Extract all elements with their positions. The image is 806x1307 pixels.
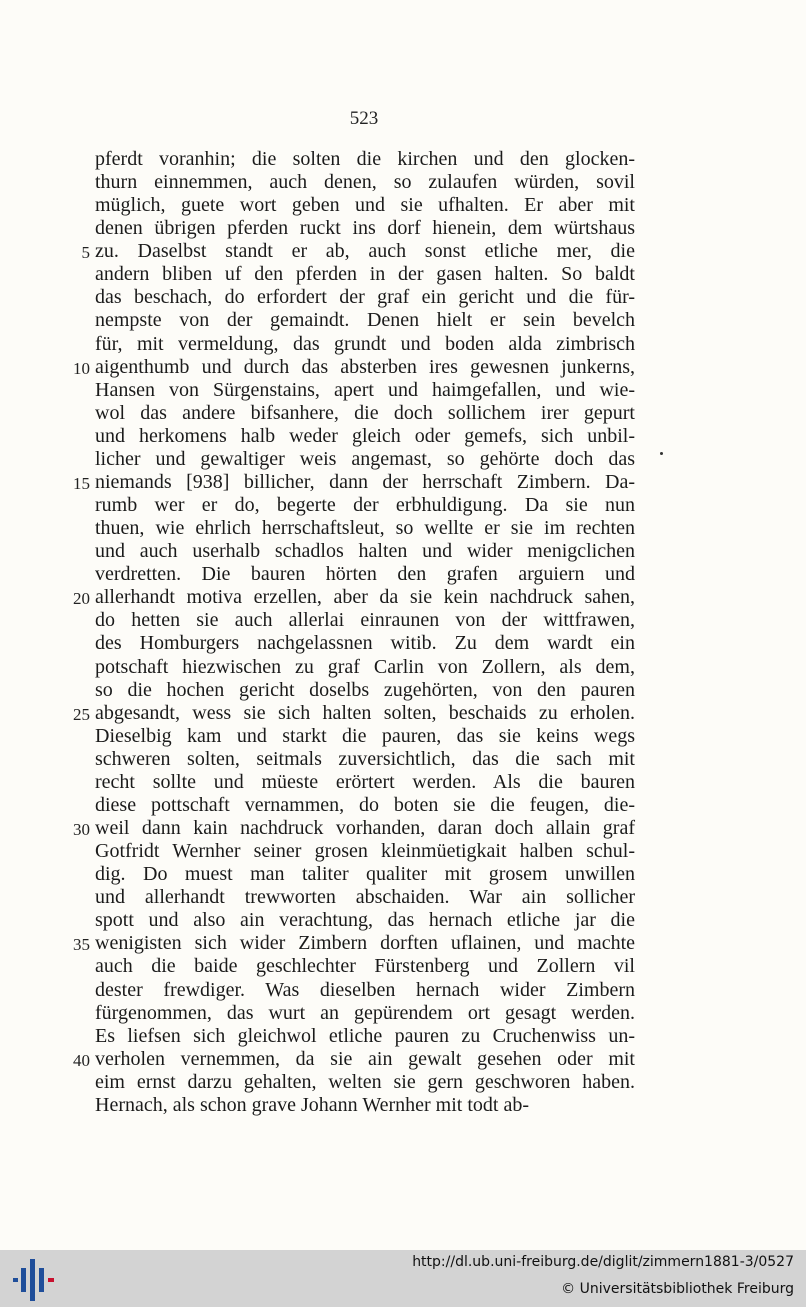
text-line xyxy=(0,979,806,1002)
text-line xyxy=(0,863,806,886)
line-text: potschaft hiezwischen zu graf Carlin von Zollern, als dem, xyxy=(95,656,635,678)
source-url-link[interactable]: http://dl.ub.uni-freiburg.de/diglit/zimmern1881-3/0527 xyxy=(412,1254,794,1270)
text-line xyxy=(0,725,806,748)
line-text: Hansen von Sürgenstains, apert und haimgefallen, und wie- xyxy=(95,379,635,401)
line-text: thurn einnemmen, auch denen, so zulaufen würden, sovil xyxy=(95,171,635,193)
line-text: Es liefsen sich gleichwol etliche pauren zu Cruchenwiss un- xyxy=(95,1025,635,1047)
ub-freiburg-logo-icon xyxy=(12,1258,56,1302)
text-line xyxy=(0,425,806,448)
margin-mark xyxy=(660,452,663,455)
line-text: weil dann kain nachdruck vorhanden, daran doch allain graf xyxy=(95,817,635,839)
text-line xyxy=(0,840,806,863)
line-text: wenigisten sich wider Zimbern dorften uflainen, und machte xyxy=(95,932,635,954)
text-line xyxy=(0,471,806,494)
text-line xyxy=(0,909,806,932)
text-line xyxy=(0,402,806,425)
text-line xyxy=(0,217,806,240)
line-text: abgesandt, wess sie sich halten solten, beschaids zu erholen. xyxy=(95,702,635,724)
line-text: Hernach, als schon grave Johann Wernher mit todt ab- xyxy=(95,1094,529,1116)
line-text: andern bliben uf den pferden in der gasen halten. So baldt xyxy=(95,263,635,285)
line-number: 30 xyxy=(73,820,90,839)
text-line xyxy=(0,702,806,725)
text-line xyxy=(0,171,806,194)
text-line xyxy=(0,286,806,309)
text-line xyxy=(0,656,806,679)
text-line xyxy=(0,771,806,794)
footer-bar xyxy=(0,1250,806,1307)
line-text: wol das andere bifsanhere, die doch sollichem irer gepurt xyxy=(95,402,635,424)
text-line xyxy=(0,1094,806,1117)
text-line xyxy=(0,263,806,286)
text-line xyxy=(0,748,806,771)
line-text: so die hochen gericht doselbs zugehörten, von den pauren xyxy=(95,679,635,701)
page-number: 523 xyxy=(349,108,379,129)
line-text: und herkomens halb weder gleich oder gemefs, sich unbil- xyxy=(95,425,635,447)
line-number: 15 xyxy=(73,474,90,493)
line-text: dester frewdiger. Was dieselben hernach wider Zimbern xyxy=(95,979,635,1001)
line-text: eim ernst darzu gehalten, welten sie gern geschworen haben. xyxy=(95,1071,635,1093)
text-line xyxy=(0,356,806,379)
text-line xyxy=(0,1025,806,1048)
line-text: rumb wer er do, begerte der erbhuldigung. Da sie nun xyxy=(95,494,635,516)
line-text: aigenthumb und durch das absterben ires gewesnen junkerns, xyxy=(95,356,635,378)
text-line xyxy=(0,1071,806,1094)
line-text: und allerhandt trewworten abschaiden. War ain sollicher xyxy=(95,886,635,908)
text-line xyxy=(0,333,806,356)
line-text: spott und also ain verachtung, das hernach etliche jar die xyxy=(95,909,635,931)
text-line xyxy=(0,679,806,702)
line-text: müglich, guete wort geben und sie ufhalten. Er aber mit xyxy=(95,194,635,216)
copyright-text: © Universitätsbibliothek Freiburg xyxy=(561,1281,794,1297)
line-text: nempste von der gemaindt. Denen hielt er sein bevelch xyxy=(95,309,635,331)
line-text: allerhandt motiva erzellen, aber da sie kein nachdruck sahen, xyxy=(95,586,635,608)
line-text: fürgenommen, das wurt an gepürendem ort gesagt werden. xyxy=(95,1002,635,1024)
line-text: thuen, wie ehrlich herrschaftsleut, so wellte er sie im rechten xyxy=(95,517,635,539)
text-line xyxy=(0,609,806,632)
text-line xyxy=(0,817,806,840)
line-text: des Homburgers nachgelassnen witib. Zu dem wardt ein xyxy=(95,632,635,654)
text-line xyxy=(0,379,806,402)
text-line xyxy=(0,309,806,332)
text-line xyxy=(0,955,806,978)
text-line xyxy=(0,194,806,217)
line-text: pferdt voranhin; die solten die kirchen und den glocken- xyxy=(95,148,635,170)
line-text: do hetten sie auch allerlai einraunen von der wittfrawen, xyxy=(95,609,635,631)
text-line xyxy=(0,794,806,817)
line-text: für, mit vermeldung, das grundt und boden alda zimbrisch xyxy=(95,333,635,355)
line-text: Gotfridt Wernher seiner grosen kleinmüetigkait halben schul- xyxy=(95,840,635,862)
text-line xyxy=(0,517,806,540)
line-text: niemands [938] billicher, dann der herrschaft Zimbern. Da- xyxy=(95,471,635,493)
line-number: 25 xyxy=(73,705,90,724)
line-text: auch die baide geschlechter Fürstenberg und Zollern vil xyxy=(95,955,635,977)
text-line xyxy=(0,632,806,655)
line-text: recht sollte und müeste erörtert werden. Als die bauren xyxy=(95,771,635,793)
line-number: 10 xyxy=(73,359,90,378)
text-line xyxy=(0,448,806,471)
line-text: verholen vernemmen, da sie ain gewalt gesehen oder mit xyxy=(95,1048,635,1070)
line-number: 40 xyxy=(73,1051,90,1070)
line-text: das beschach, do erfordert der graf ein gericht und die für- xyxy=(95,286,635,308)
line-text: diese pottschaft vernammen, do boten sie die feugen, die- xyxy=(95,794,635,816)
text-line xyxy=(0,540,806,563)
line-text: denen übrigen pferden ruckt ins dorf hienein, dem würtshaus xyxy=(95,217,635,239)
line-number: 5 xyxy=(81,243,90,262)
text-line xyxy=(0,1048,806,1071)
line-text: dig. Do muest man taliter qualiter mit grosem unwillen xyxy=(95,863,635,885)
text-line xyxy=(0,148,806,171)
line-text: verdretten. Die bauren hörten den grafen arguiern und xyxy=(95,563,635,585)
text-line xyxy=(0,1002,806,1025)
text-line xyxy=(0,932,806,955)
text-line xyxy=(0,886,806,909)
line-text: schweren solten, seitmals zuversichtlich, das die sach mit xyxy=(95,748,635,770)
line-text: Dieselbig kam und starkt die pauren, das sie keins wegs xyxy=(95,725,635,747)
text-line xyxy=(0,586,806,609)
line-text: zu. Daselbst standt er ab, auch sonst etliche mer, die xyxy=(95,240,635,262)
line-number: 35 xyxy=(73,935,90,954)
text-line xyxy=(0,563,806,586)
line-text: licher und gewaltiger weis angemast, so gehörte doch das xyxy=(95,448,635,470)
text-line xyxy=(0,240,806,263)
line-number: 20 xyxy=(73,589,90,608)
text-line xyxy=(0,494,806,517)
line-text: und auch userhalb schadlos halten und wider menigclichen xyxy=(95,540,635,562)
